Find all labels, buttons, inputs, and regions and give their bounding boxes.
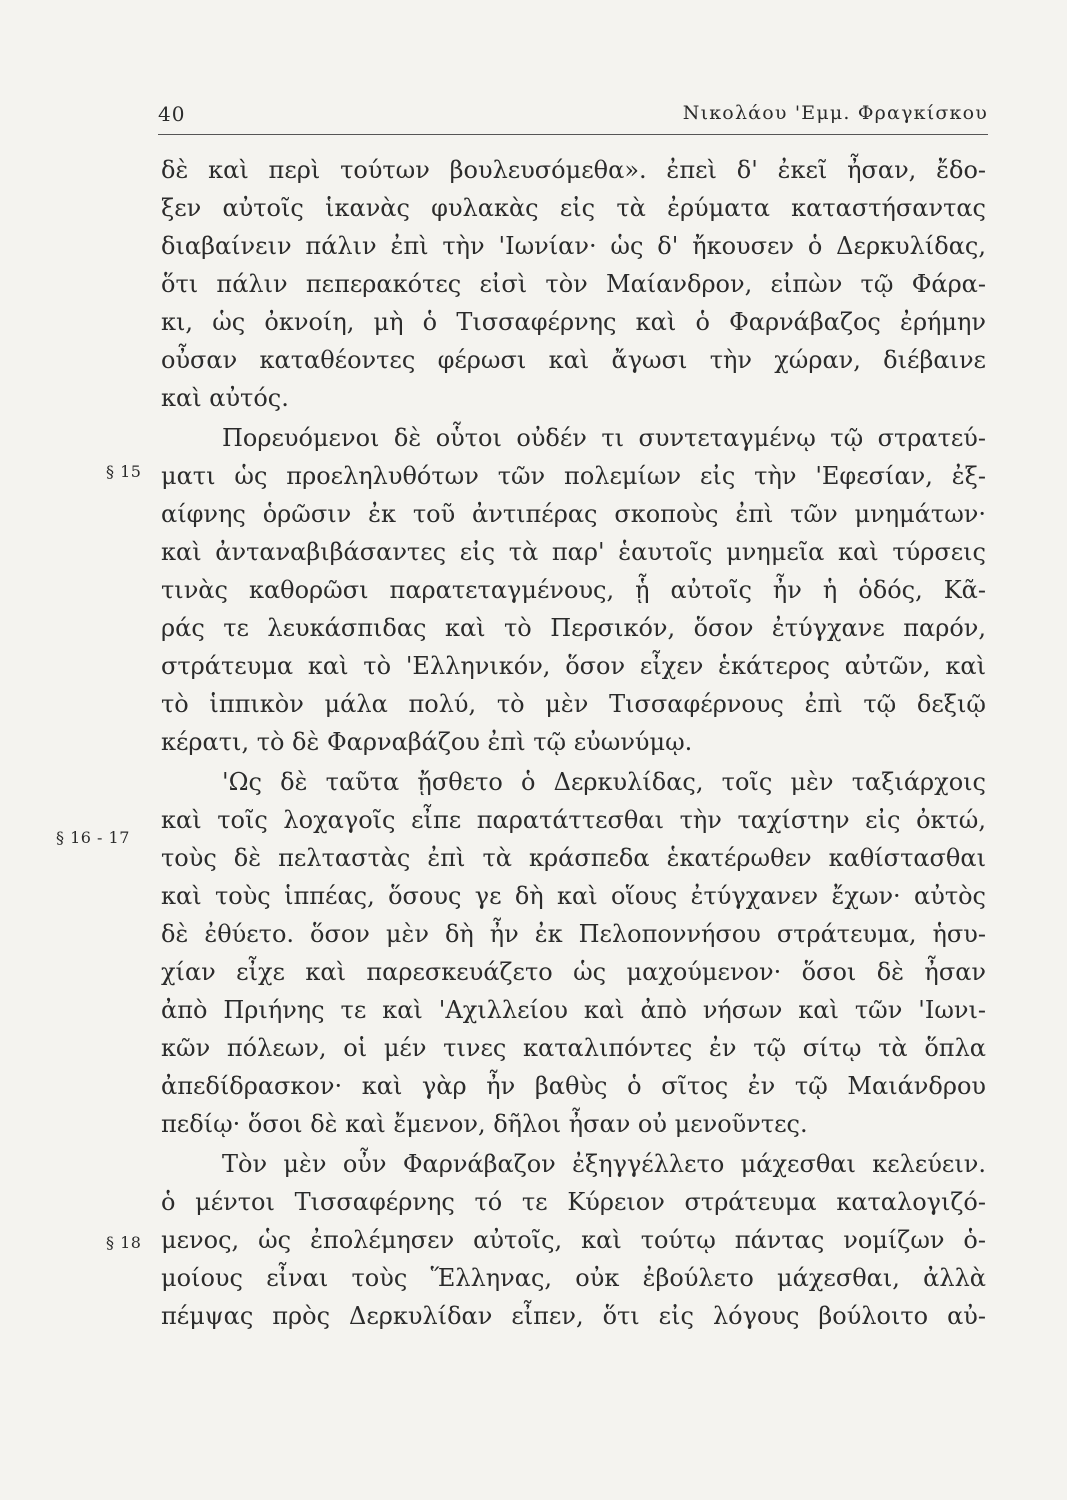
text-line: αίφνης ὁρῶσιν ἐκ τοῦ ἀντιπέρας σκοποὺς ἐπὶ τῶν μνημάτων· [161,500,986,528]
text-line: ράς τε λευκάσπιδας καὶ τὸ Περσικόν, ὅσον ἐτύγχανε παρόν, [161,614,986,642]
text-line: τὸ ἱππικὸν μάλα πολύ, τὸ μὲν Τισσαφέρνους ἐπὶ τῷ δεξιῷ [161,690,986,718]
text-line: στράτευμα καὶ τὸ 'Ελληνικόν, ὅσον εἶχεν ἑκάτερος αὐτῶν, καὶ [161,652,986,680]
text-line: δὲ καὶ περὶ τούτων βουλευσόμεθα». ἐπεὶ δ' ἐκεῖ ἦσαν, ἔδο- [161,156,986,184]
text-line: ἀπεδίδρασκον· καὶ γὰρ ἦν βαθὺς ὁ σῖτος ἐν τῷ Μαιάνδρου [161,1072,986,1100]
margin-note-section-18: § 18 [106,1233,142,1252]
text-line: πέμψας πρὸς Δερκυλίδαν εἶπεν, ὅτι εἰς λόγους βούλοιτο αὐ- [161,1302,986,1330]
text-line: καὶ τοὺς ἱππέας, ὅσους γε δὴ καὶ οἵους ἐτύγχανεν ἔχων· αὐτὸς [161,882,986,910]
text-line: ἀπὸ Πριήνης τε καὶ 'Αχιλλείου καὶ ἀπὸ νήσων καὶ τῶν 'Ιωνι- [161,996,986,1024]
text-line: μενος, ὡς ἐπολέμησεν αὐτοῖς, καὶ τούτῳ πάντας νομίζων ὁ- [161,1226,986,1254]
text-line: διαβαίνειν πάλιν ἐπὶ τὴν 'Ιωνίαν· ὡς δ' ἤκουσεν ὁ Δερκυλίδας, [161,232,986,260]
text-line: 'Ως δὲ ταῦτα ᾔσθετο ὁ Δερκυλίδας, τοῖς μὲν ταξιάρχοις [222,768,986,796]
text-line: ξεν αὐτοῖς ἱκανὰς φυλακὰς εἰς τὰ ἐρύματα καταστήσαντας [161,194,986,222]
text-line: ὅτι πάλιν πεπερακότες εἰσὶ τὸν Μαίανδρον, εἰπὼν τῷ Φάρα- [161,270,986,298]
text-line: κῶν πόλεων, οἱ μέν τινες καταλιπόντες ἐν τῷ σίτῳ τὰ ὅπλα [161,1034,986,1062]
running-head: Νικολάου 'Εμμ. Φραγκίσκου [682,102,988,124]
text-line: οὖσαν καταθέοντες φέρωσι καὶ ἄγωσι τὴν χώραν, διέβαινε [161,346,986,374]
margin-note-section-15: § 15 [106,462,142,481]
text-line: τινὰς καθορῶσι παρατεταγμένους, ᾗ αὐτοῖς ἦν ἡ ὁδός, Κᾶ- [161,576,986,604]
text-line: καὶ ἀνταναβιβάσαντες εἰς τὰ παρ' ἑαυτοῖς μνημεῖα καὶ τύρσεις [161,538,986,566]
text-line: μοίους εἶναι τοὺς Ἕλληνας, οὐκ ἐβούλετο μάχεσθαι, ἀλλὰ [161,1264,986,1292]
text-line: χίαν εἶχε καὶ παρεσκευάζετο ὡς μαχούμενον· ὅσοι δὲ ἦσαν [161,958,986,986]
margin-note-section-16-17: § 16 - 17 [56,828,130,847]
text-line: κέρατι, τὸ δὲ Φαρναβάζου ἐπὶ τῷ εὐωνύμῳ. [161,728,693,756]
text-line: δὲ ἐθύετο. ὅσον μὲν δὴ ἦν ἐκ Πελοποννήσου στράτευμα, ἡσυ- [161,920,986,948]
text-line: καὶ αὐτός. [161,384,289,412]
text-line: ματι ὡς προεληλυθότων τῶν πολεμίων εἰς τὴν 'Εφεσίαν, ἐξ- [161,462,986,490]
text-line: Τὸν μὲν οὖν Φαρνάβαζον ἐξηγγέλλετο μάχεσθαι κελεύειν. [222,1150,986,1178]
header-rule [158,134,988,135]
text-line: καὶ τοῖς λοχαγοῖς εἶπε παρατάττεσθαι τὴν ταχίστην εἰς ὀκτώ, [161,806,986,834]
text-line: πεδίῳ· ὅσοι δὲ καὶ ἔμενον, δῆλοι ἦσαν οὐ μενοῦντες. [161,1110,808,1138]
text-line: Πορευόμενοι δὲ οὗτοι οὐδέν τι συντεταγμένῳ τῷ στρατεύ- [222,424,986,452]
text-line: ὁ μέντοι Τισσαφέρνης τό τε Κύρειον στράτευμα καταλογιζό- [161,1188,986,1216]
page-number: 40 [158,102,186,126]
text-line: τοὺς δὲ πελταστὰς ἐπὶ τὰ κράσπεδα ἑκατέρωθεν καθίστασθαι [161,844,986,872]
page-header [158,96,988,136]
text-line: κι, ὡς ὀκνοίη, μὴ ὁ Τισσαφέρνης καὶ ὁ Φαρνάβαζος ἐρήμην [161,308,986,336]
